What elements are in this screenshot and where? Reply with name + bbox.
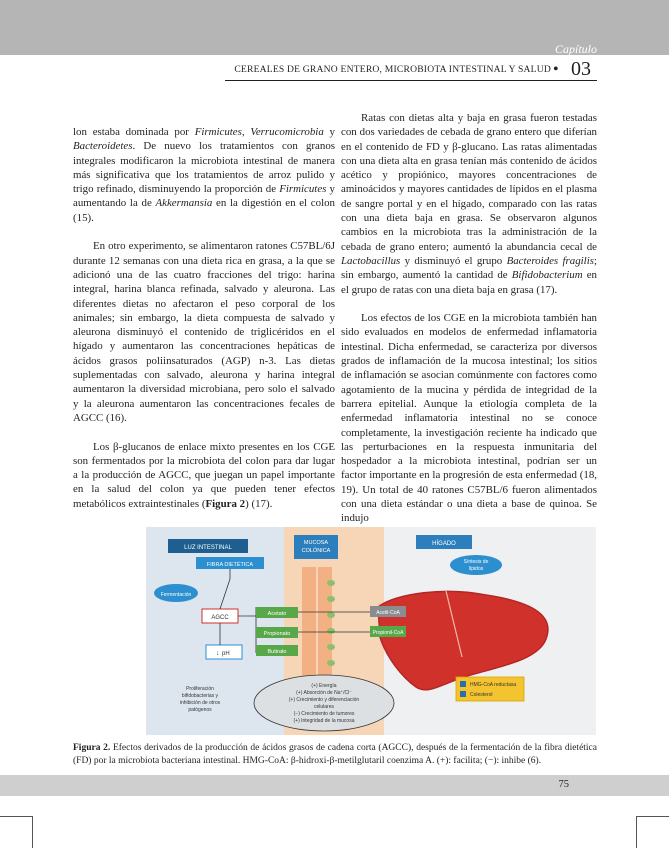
- header-bullet: •: [553, 61, 559, 78]
- caption-text: Efectos derivados de la producción de ácidos grasos de cadena corta (AGCC), después de la fermentación de la fibra dietética (FD) por la microbiota bacteriana intestinal. HMG-CoA: β-hidroxi-β-metilglutaril coenzima A. (+): facilita; (−): inhibe (6).: [73, 743, 597, 766]
- paragraph: [73, 125, 335, 225]
- cell-nucleus: [327, 660, 335, 666]
- text: en el grupo de ratas con una dieta baja en grasa (17).: [341, 269, 597, 296]
- text-italic: Firmicutes: [279, 183, 327, 196]
- ph-arrow: ↓: [216, 650, 220, 657]
- text: y disminuyó el grupo: [400, 254, 507, 267]
- effects-line: patógenos: [188, 707, 212, 713]
- text: . De nuevo los tratamientos con granos integrales modificaron la microbiota intestinal de manera más significativa que los tratamientos de arroz pulido y trigo refinado, disminuyendo la proporción de: [73, 140, 335, 196]
- crop-mark: [636, 816, 637, 848]
- legend-marker: [460, 691, 466, 697]
- running-title: CEREALES DE GRANO ENTERO, MICROBIOTA INTESTINAL Y SALUD: [234, 64, 551, 75]
- paragraph: Los efectos de los CGE en la microbiota también han sido evaluados en modelos de enfermedad inflamatoria intestinal. Dicha enfermedad, se caracteriza por diversos grados de inflamación de la mucosa intestinal; los sitios de inflamación se asocian comúnmente con factores como agotamiento de la mucina y pérdida de integridad de la barrera epitelial. Aunque la etiología completa de la enfermedad inflamatoria intestinal no se conoce completamente, la investigación reciente ha indicado que las perturbaciones en la respuesta inmunitaria del hospedador a la microbiota intestinal, podrían ser un factor importante en la progresión de esta enfermedad (18, 19). Un total de 40 ratones C57BL/6 fueron alimentados con una dieta estándar o una dieta a base de quinoa. Se indujo: [341, 312, 597, 525]
- cell-nucleus: [327, 628, 335, 634]
- fermentation-label: Fermentación: [160, 592, 192, 598]
- effects-line: inhibición de otros: [179, 700, 221, 706]
- figure-2-diagram: [146, 527, 596, 735]
- figure-reference: Figura 2: [205, 497, 246, 510]
- paragraph: [341, 111, 597, 297]
- caption-label: Figura 2.: [73, 743, 111, 753]
- figure-caption: [73, 742, 597, 767]
- cell-nucleus: [327, 644, 335, 650]
- crop-mark: [0, 816, 32, 817]
- mucosa-header-label: MUCOSA: [303, 540, 329, 546]
- propionyl-coa-label: Propionil-CoA: [372, 630, 404, 636]
- lipid-synthesis-label: lípidos: [468, 566, 484, 572]
- text-italic: Akkermansia: [155, 197, 213, 210]
- text-column-left: [73, 125, 335, 525]
- legend-label: Colesterol: [470, 692, 493, 698]
- text: y: [323, 126, 335, 138]
- chapter-number: 03: [571, 58, 591, 80]
- paragraph: [73, 440, 335, 511]
- text-italic: Lactobacillus: [341, 254, 401, 267]
- cell-nucleus: [327, 612, 335, 618]
- lipid-synthesis-bubble: [450, 555, 502, 575]
- butyrate-effect: (+) Absorción de Na⁺/Cl⁻: [296, 690, 352, 696]
- butyrate-label: Butirato: [267, 649, 287, 655]
- text: lon estaba dominada por: [73, 126, 195, 138]
- text: ,: [241, 126, 251, 138]
- liver-header-label: HÍGADO: [432, 541, 456, 547]
- text: y aumentando la de: [73, 183, 336, 210]
- page-number: 75: [558, 779, 569, 790]
- text: ) (17).: [245, 497, 273, 510]
- mucosa-header: [294, 535, 338, 559]
- text: Ratas con dietas alta y baja en grasa fueron testadas con dos variedades de cebada de grano entero que diferían en el contenido de FD y β-glucano. Las ratas alimentadas con una dieta alta en grasa tenían más contenido de ácidos acético y propiónico, mayores concentraciones de aminoácidos y mayores cantidades de lípidos en el plasma de sangre portal y en el hígado, comparado con las ratas con una dieta baja en grasa. Se observaron algunos cambios en la microbiota tras la administración de la cebada de grano entero; aumentó la abundancia cecal de: [341, 112, 597, 253]
- lipid-synthesis-label: Síntesis de: [463, 559, 489, 565]
- agcc-label: AGCC: [211, 615, 229, 621]
- fiber-label: FIBRA DIETÉTICA: [206, 562, 254, 568]
- acetate-label: Acetato: [267, 611, 287, 617]
- propionate-label: Propionato: [263, 631, 291, 637]
- text: ; sin embargo, aumentó la cantidad de: [341, 254, 597, 282]
- header-rule: [225, 80, 597, 81]
- acetyl-coa-label: Acetil-CoA: [376, 610, 400, 616]
- text-italic: Bifidobacterium: [511, 269, 583, 282]
- chapter-label: Capítulo: [554, 42, 597, 56]
- butyrate-effect: (+) Energía: [311, 683, 337, 689]
- effects-line: bifidobacterias y: [181, 693, 219, 699]
- text: Los β-glucanos de enlace mixto presentes en los CGE son fermentados por la microbiota del colon para dar lugar a la producción de AGCC, que juegan un papel importante en la salud del colon ya que pueden tener efectos metabólicos extraintestinales (: [73, 440, 335, 510]
- butyrate-effect: (−) Crecimiento de tumores: [293, 711, 355, 717]
- text-italic: Bacteroidetes: [73, 140, 133, 153]
- text: en la digestión en el colon (15).: [73, 197, 335, 224]
- butyrate-effect: (+) Crecimiento y diferenciación: [288, 697, 360, 703]
- lumen-header-label: LUZ INTESTINAL: [184, 545, 232, 551]
- ph-label: pH: [222, 651, 230, 657]
- mucosa-header-label: COLÓNICA: [301, 548, 331, 554]
- crop-mark: [32, 816, 33, 848]
- butyrate-effect: (+) Integridad de la mucosa: [293, 718, 355, 724]
- cell-nucleus: [327, 580, 335, 586]
- cell-nucleus: [327, 596, 335, 602]
- text-italic: Firmicutes: [194, 126, 242, 138]
- effects-line: Proliferación: [186, 686, 214, 692]
- diagram-svg: [146, 527, 596, 735]
- text-italic: Bacteroides fragilis: [506, 254, 594, 267]
- paragraph: En otro experimento, se alimentaron ratones C57BL/6J durante 12 semanas con una dieta rica en grasa, a la que se adicionó una de las cuatro fracciones del trigo: harina integral, harina blanca refinada, salvado y aleurona. Las diferentes dietas no afectaron el peso corporal de los animales; sin embargo, la dieta compuesta de salvado y aleurona disminuyó el contenido de triglicéridos en el hígado y aumentaron las concentraciones hepáticas de ácidos grasos poliinsaturados (AGP) n-3. Las dietas suplementadas con salvado, aleurona y harina integral aumentaron la diversidad microbiana, pero solo el salvado y la aleurona aumentaron las concentraciones fecales de AGCC (16).: [73, 240, 335, 424]
- legend-marker: [460, 681, 466, 687]
- legend-label: HMG-CoA reductasa: [470, 682, 517, 688]
- text-column-right: [341, 111, 597, 540]
- butyrate-effect: celulares: [313, 704, 335, 710]
- crop-mark: [637, 816, 669, 817]
- text-italic: Verrucomicrobia: [250, 126, 324, 138]
